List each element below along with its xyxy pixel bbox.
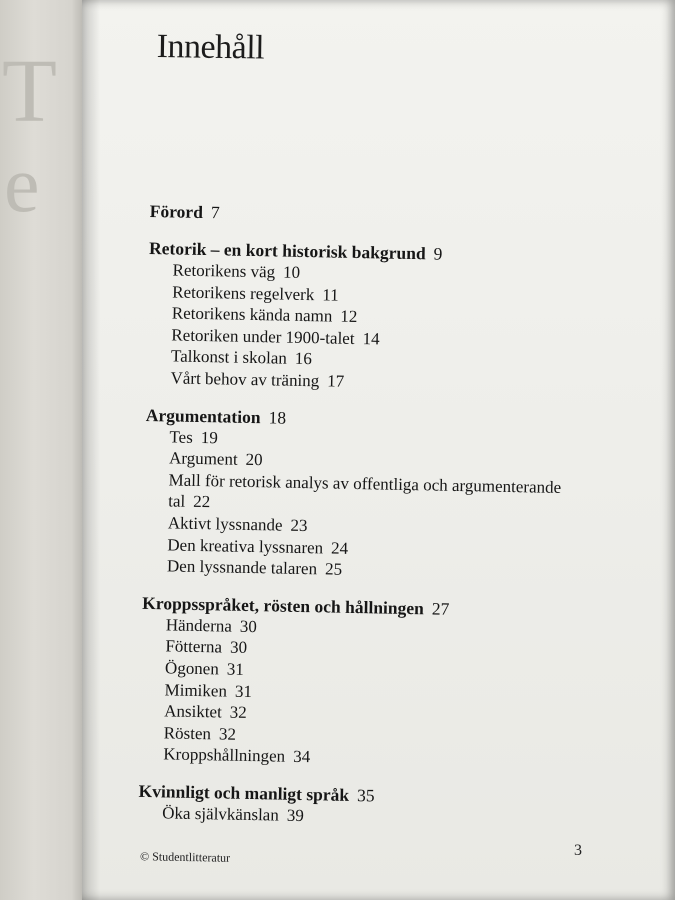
- entry-page-number: 31: [226, 659, 245, 679]
- entry-title: Händerna: [165, 615, 233, 636]
- chapter-title: Retorik – en kort historisk bakgrund: [148, 237, 426, 264]
- chapter-title: Förord: [149, 200, 204, 223]
- entry-page-number: 22: [193, 492, 211, 512]
- entry-title: Rösten: [163, 723, 212, 743]
- page-fold-shadow: [82, 0, 100, 900]
- entry-title: Retoriken under 1900-talet: [171, 325, 355, 348]
- entry-page-number: 12: [340, 306, 358, 327]
- chapter-title: Argumentation: [145, 404, 261, 427]
- table-of-contents: [138, 200, 610, 832]
- entry-page-number: 30: [239, 616, 258, 636]
- entry-page-number: 14: [362, 328, 380, 349]
- entry-page-number: 23: [290, 515, 308, 536]
- chapter-page-number: 9: [433, 243, 443, 264]
- entry-page-number: 20: [245, 450, 263, 470]
- page-title: Innehåll: [156, 28, 265, 67]
- chapter-page-number: 7: [210, 202, 220, 223]
- entry-title: Mall för retorisk analys av offentliga och argumenterande: [168, 470, 562, 497]
- entry-title: Retorikens väg: [172, 260, 276, 282]
- publisher-name: Studentlitteratur: [152, 849, 231, 865]
- entry-page-number: 11: [322, 284, 339, 305]
- entry-page-number: 24: [330, 538, 349, 558]
- cover-letter-decoration: e: [4, 141, 40, 229]
- copyright-symbol: ©: [139, 849, 150, 864]
- chapter-page-number: 35: [356, 784, 375, 806]
- entry-title: Den lyssnande talaren: [166, 556, 318, 579]
- entry-page-number: 39: [286, 805, 305, 825]
- entry-page-number: 17: [327, 371, 345, 391]
- chapter-page-number: 27: [431, 598, 450, 619]
- adjacent-book-cover: [0, 0, 84, 900]
- chapter-page-number: 18: [268, 406, 287, 428]
- toc-chapter: [138, 780, 599, 832]
- entry-page-number: 31: [234, 681, 253, 701]
- chapter-title: Kroppsspråket, rösten och hållningen: [142, 592, 425, 619]
- entry-page-number: 16: [294, 349, 313, 369]
- entry-page-number: 32: [218, 724, 237, 744]
- entry-title: Argument: [168, 448, 238, 469]
- cover-letter-decoration: T: [2, 42, 57, 141]
- entry-page-number: 34: [292, 747, 311, 767]
- entry-title: Ansiktet: [164, 701, 222, 722]
- toc-chapter: [139, 592, 602, 774]
- chapter-title: Kvinnligt och manligt språk: [138, 780, 350, 805]
- entry-title-continuation: tal: [168, 491, 186, 512]
- entry-title: Talkonst i skolan: [170, 346, 288, 369]
- entry-page-number: 10: [282, 262, 301, 282]
- entry-title: Aktivt lyssnande: [167, 513, 283, 535]
- entry-title: Öka självkänslan: [162, 803, 280, 825]
- entry-title: Fötterna: [165, 636, 223, 657]
- publisher-credit: [140, 849, 230, 866]
- entry-title: Retorikens kända namn: [171, 303, 333, 326]
- toc-chapter: [143, 404, 606, 586]
- entry-page-number: 25: [324, 559, 343, 579]
- entry-title: Mimiken: [164, 679, 228, 701]
- entry-title: Ögonen: [164, 658, 220, 679]
- entry-title: Vårt behov av träning: [170, 368, 320, 391]
- entry-title: Tes: [169, 426, 194, 447]
- page-number: 3: [574, 842, 582, 859]
- entry-page-number: 30: [229, 637, 248, 658]
- entry-page-number: 32: [229, 702, 247, 723]
- entry-page-number: 19: [200, 427, 218, 447]
- entry-title: Kroppshållningen: [163, 744, 286, 766]
- entry-title: Den kreativa lyssnaren: [167, 534, 324, 557]
- entry-title: Retorikens regelverk: [172, 282, 315, 304]
- toc-chapter: [146, 237, 609, 397]
